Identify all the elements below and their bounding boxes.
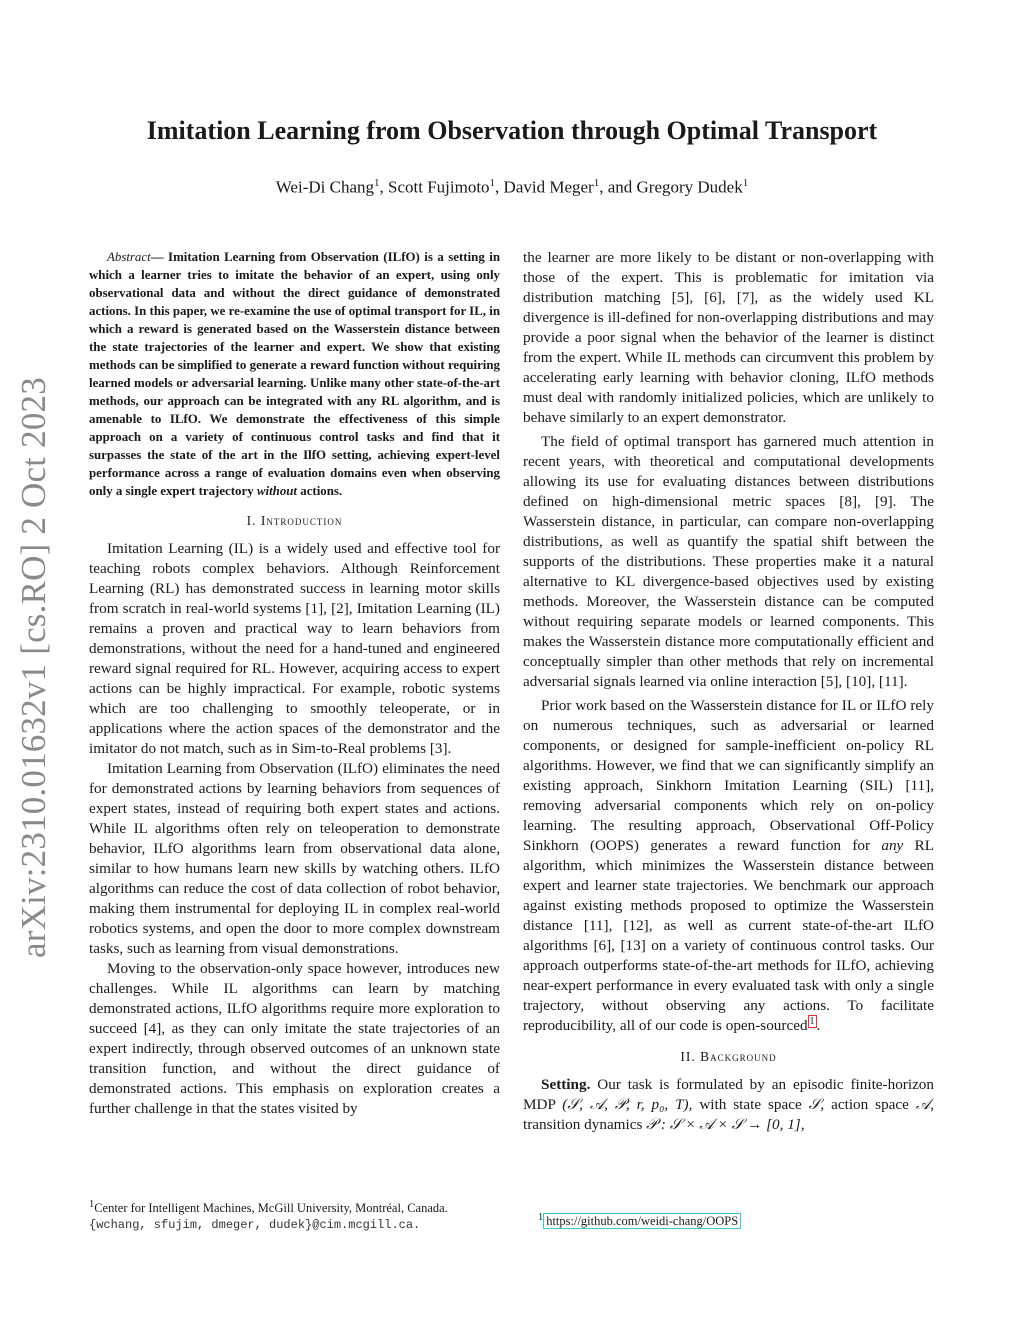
right-column <box>523 248 934 1135</box>
author-name: Wei-Di Chang <box>275 177 374 197</box>
paragraph-text: Prior work based on the Wasserstein distance for IL or ILfO rely on numerous techniques, such as adversarial or learned components, or designed for sample-inefficient on-policy RL algorithms. However, we find that we can significantly simplify an existing approach, Sinkhorn Imitation Learning (SIL) [11], removing adversarial components which rely on on-policy learning. The resulting approach, Observational Off-Policy Sinkhorn (OOPS) generates a reward function for <box>523 697 934 854</box>
author-separator: , and <box>599 177 637 197</box>
left-column <box>89 248 500 1119</box>
author-list <box>0 177 1024 198</box>
paragraph-text: Our task is formulated by an episodic finite-horizon MDP <box>523 1076 934 1113</box>
paragraph-text: . <box>816 1017 821 1034</box>
abstract-label: Abstract <box>107 250 151 264</box>
author-emails: {wchang, sfujim, dmeger, dudek}@cim.mcgill.ca. <box>89 1218 421 1233</box>
footnote-link-marker[interactable]: 1 <box>809 1015 815 1027</box>
math-transition: 𝒫 : 𝒮 × 𝒜 × 𝒮 → [0, 1], <box>646 1116 805 1133</box>
paper-title: Imitation Learning from Observation through Optimal Transport <box>146 116 878 145</box>
body-paragraph: The field of optimal transport has garnered much attention in recent years, with theoretical and computational developments allowing its use for evaluating distances between distributions defined on high-dimensional metric spaces [8], [9]. The Wasserstein distance, in particular, can compare non-overlapping distributions, as well as quantify the spatial shift between the supports of the distributions. These properties make it a natural alternative to KL divergence-based objectives used by existing methods. Moreover, the Wasserstein distance can be computed without requiring separate models or learned components. This makes the Wasserstein distance more computationally efficient and conceptually simpler than other methods that rely on incremental adversarial signals learned via online interaction [5], [10], [11]. <box>523 433 934 690</box>
author-name: Scott Fujimoto <box>388 177 490 197</box>
footnote-marker: 1 <box>538 1212 544 1223</box>
abstract-dash: — <box>150 250 169 264</box>
author-affiliation-marker: 1 <box>374 177 380 189</box>
math-action-space: 𝒜 <box>915 1096 931 1113</box>
code-footnote <box>538 1212 741 1229</box>
intro-paragraph: Imitation Learning (IL) is a widely used and effective tool for teaching robots complex behaviors. Although Reinforcement Learning (RL) has demonstrated success in learning motor skills from scratch in real-world systems [1], [2], Imitation Learning (IL) remains a proven and practical way to learn behaviors from demonstrations, without the need for a hand-tuned and engineered reward signal required for RL. However, acquiring access to expert actions can be highly impractical. For example, robotic systems which are too challenging to smoothly teleoperate, or in applications where the action spaces of the demonstrator and the imitator do not match, such as in Sim-to-Real problems [3]. <box>89 540 500 757</box>
paragraph-emphasis: any <box>881 837 904 854</box>
setting-paragraph <box>523 1075 934 1135</box>
affiliation-footnote <box>89 1196 509 1234</box>
body-paragraph <box>523 696 934 1036</box>
paragraph-text: , transition dynamics <box>523 1096 934 1133</box>
intro-paragraph: Imitation Learning from Observation (ILfO) eliminates the need for demonstrated actions by learning behaviors from sequences of expert states, instead of requiring both expert states and actions. While IL algorithms often rely on teleoperation to demonstrate behavior, ILfO algorithms learn from observational data alone, similar to how humans learn new skills by watching others. ILfO algorithms can reduce the cost of data collection of robot behavior, making them instrumental for deploying IL in complex real-world robotics systems, and open the door to more complex downstream tasks, such as learning from visual demonstrations. <box>89 760 500 957</box>
author-affiliation-marker: 1 <box>593 177 600 189</box>
affiliation-text: Center for Intelligent Machines, McGill University, Montréal, Canada. <box>94 1201 448 1216</box>
author-name: David Meger <box>503 177 594 197</box>
math-mdp: (𝒮, 𝒜, 𝒫, r, p₀, T) <box>562 1096 689 1113</box>
repository-link[interactable]: https://github.com/weidi-chang/OOPS <box>543 1213 741 1229</box>
section-heading-background: II. Background <box>680 1049 777 1064</box>
abstract-text: Imitation Learning from Observation (ILfO) is a setting in which a learner tries to imitate the behavior of an expert, using only observational data and without the direct guidance of demonstrated actions. In this paper, we re-examine the use of optimal transport for IL, in which a reward is generated based on the Wasserstein distance between the state trajectories of the learner and expert. We show that existing methods can be simplified to generate a reward function without requiring learned models or adversarial learning. Unlike many other state-of-the-art methods, our approach can be integrated with any RL algorithm, and is amenable to ILfO. We demonstrate the effectiveness of this simple approach on a variety of continuous control tasks and find that it surpasses the state of the art in the IlfO setting, achieving expert-level performance across a range of evaluation domains even when observing only a single expert trajectory <box>89 250 500 498</box>
abstract-text-end: actions. <box>297 484 343 498</box>
author-name: Gregory Dudek <box>636 177 743 197</box>
intro-paragraph: Moving to the observation-only space however, introduces new challenges. While IL algorithms can learn by matching demonstrated actions, ILfO algorithms require more exploration to succeed [4], as they can only imitate the state trajectories of an expert indirectly, through observed outcomes of an unknown state transition function, and without the direct guidance of demonstrated actions. This emphasis on exploration creates a further challenge in that the states visited by <box>89 960 500 1117</box>
footnote-marker: 1 <box>89 1199 95 1210</box>
paragraph-text: , with state space <box>688 1096 809 1113</box>
arxiv-identifier: arXiv:2310.01632v1 [cs.RO] 2 Oct 2023 <box>14 377 53 958</box>
author-affiliation-marker: 1 <box>489 177 496 189</box>
author-affiliation-marker: 1 <box>742 177 749 189</box>
paragraph-text: , action space <box>820 1096 916 1113</box>
author-separator: , <box>379 177 388 197</box>
paragraph-text: RL algorithm, which minimizes the Wasserstein distance between expert and learner state trajectories. We benchmark our approach against existing methods proposed to optimize the Wasserstein distance [11], [12], as well as current state-of-the-art ILfO algorithms [6], [13] on a variety of continuous control tasks. Our approach outperforms state-of-the-art methods for ILfO, achieving near-expert performance in every evaluated task with only a single trajectory, without observing any actions. To facilitate reproducibility, all of our code is open-sourced <box>523 837 934 1034</box>
body-paragraph: the learner are more likely to be distant or non-overlapping with those of the expert. This is problematic for imitation via distribution matching [5], [6], [7], as the widely used KL divergence is ill-defined for non-overlapping distributions and may provide a poor signal when the behavior of the learner is distinct from the expert. While IL methods can circumvent this problem by accelerating early learning with behavior cloning, ILfO methods must deal with randomly initialized policies, which are unlikely to behave similarly to an expert demonstrator. <box>523 249 934 426</box>
math-state-space: 𝒮 <box>808 1096 821 1113</box>
abstract-emphasis: without <box>256 484 298 498</box>
abstract <box>89 248 500 500</box>
author-separator: , <box>495 177 504 197</box>
setting-label: Setting. <box>541 1076 591 1093</box>
section-heading-introduction: I. Introduction <box>246 513 343 528</box>
